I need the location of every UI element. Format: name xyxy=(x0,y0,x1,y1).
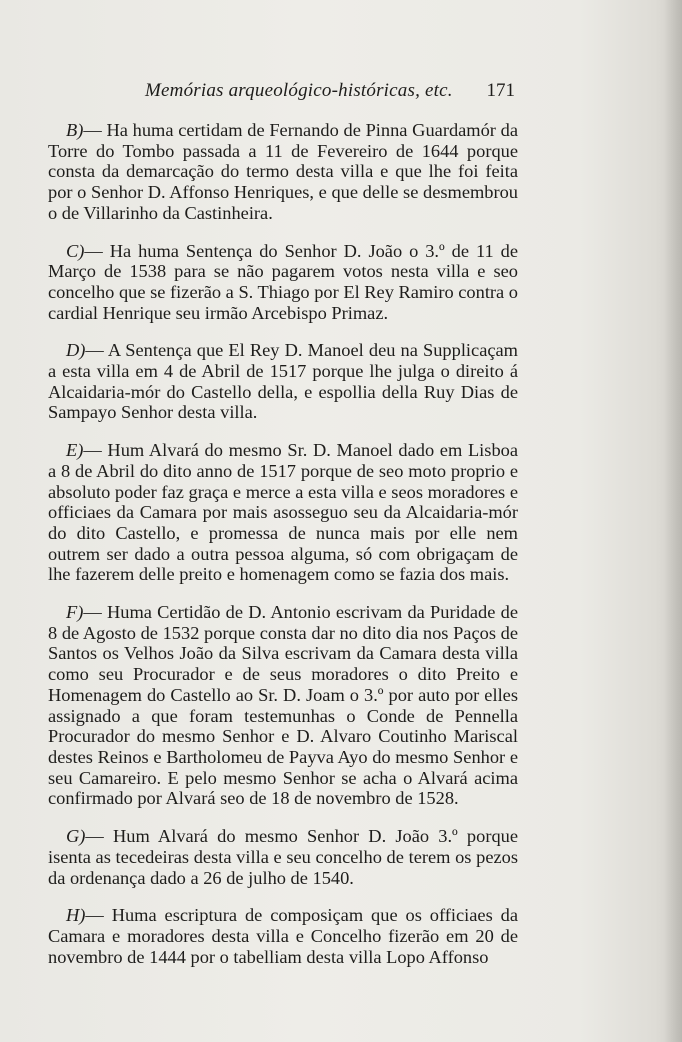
entry-text: — Huma escriptura de composiçam que os officiaes da Camara e moradores desta villa e Concelho fizerão em 20 de novembro de 1444 por o tabelliam desta villa Lopo Affonso xyxy=(48,905,518,967)
running-title: Memórias arqueológico-históricas, etc. xyxy=(145,80,453,101)
entry-d xyxy=(48,340,518,423)
entry-h xyxy=(48,905,518,967)
entry-text: — Hum Alvará do mesmo Senhor D. João 3.º porque isenta as tecedeiras desta villa e seu concelho de terem os pezos da ordenança dado a 26 de julho de 1540. xyxy=(48,826,518,888)
entry-g xyxy=(48,826,518,888)
page-edge-shadow xyxy=(664,0,682,1042)
entry-e xyxy=(48,440,518,585)
entry-text: — Hum Alvará do mesmo Sr. D. Manoel dado em Lisboa a 8 de Abril do dito anno de 1517 porque de seo moto proprio e absoluto poder faz graça e merce a esta villa e seos moradores e officiaes da Camara por mais asosseguo seu da Alcaidaria-mór do dito Castello, e promessa de nunca mais por elle nem outrem ser dado a outra pessoa alguma, só com obrigaçam de lhe fazerem delle preito e homenagem como se fazia dos mais. xyxy=(48,440,518,585)
running-header xyxy=(145,80,515,106)
entry-letter: E) xyxy=(66,440,84,461)
entry-text: — A Sentença que El Rey D. Manoel deu na Supplicaçam a esta villa em 4 de Abril de 1517 porque lhe julga o direito á Alcaidaria-mór do Castello della, e espollia della Ruy Dias de Sampayo Senhor desta villa. xyxy=(48,340,518,423)
entry-letter: C) xyxy=(66,240,85,261)
entry-letter: G) xyxy=(66,826,86,847)
entry-text: — Huma Certidão de D. Antonio escrivam da Puridade de 8 de Agosto de 1532 porque consta dar no dito dia nos Paços de Santos os Velhos João da Silva escrivam da Camara desta villa como seu Procurador e de seus moradores o dito Preito e Homenagem do Castello ao Sr. D. Joam o 3.º por auto por elles assignado a que foram testemunhas o Conde de Pennella Procurador do mesmo Senhor e D. Alvaro Coutinho Mariscal destes Reinos e Bartholomeu de Payva Ayo do mesmo Senhor e seu Camareiro. E pelo mesmo Senhor se acha o Alvará acima confirmado por Alvará seo de 18 de novembro de 1528. xyxy=(48,602,518,809)
page-number: 171 xyxy=(486,80,515,101)
entry-text: — Ha huma certidam de Fernando de Pinna Guardamór da Torre do Tombo passada a 11 de Fevereiro de 1644 porque consta da demarcação do termo desta villa e que lhe foi feita por o Senhor D. Affonso Henriques, e que delle se desmembrou o de Villarinho da Castinheira. xyxy=(48,120,518,223)
body-text xyxy=(48,120,518,967)
entry-letter: D) xyxy=(66,340,86,361)
entry-letter: B) xyxy=(66,120,84,140)
entry-c xyxy=(48,241,518,324)
entry-f xyxy=(48,602,518,809)
entry-letter: F) xyxy=(66,602,84,623)
entry-text: — Ha huma Sentença do Senhor D. João o 3.º de 11 de Março de 1538 para se não pagarem votos nesta villa e seo concelho que se fizerão a S. Thiago por El Rey Ramiro contra o cardial Henrique seu irmão Arcebispo Primaz. xyxy=(48,240,519,323)
entry-letter: H) xyxy=(66,905,86,926)
entry-b xyxy=(48,120,518,224)
